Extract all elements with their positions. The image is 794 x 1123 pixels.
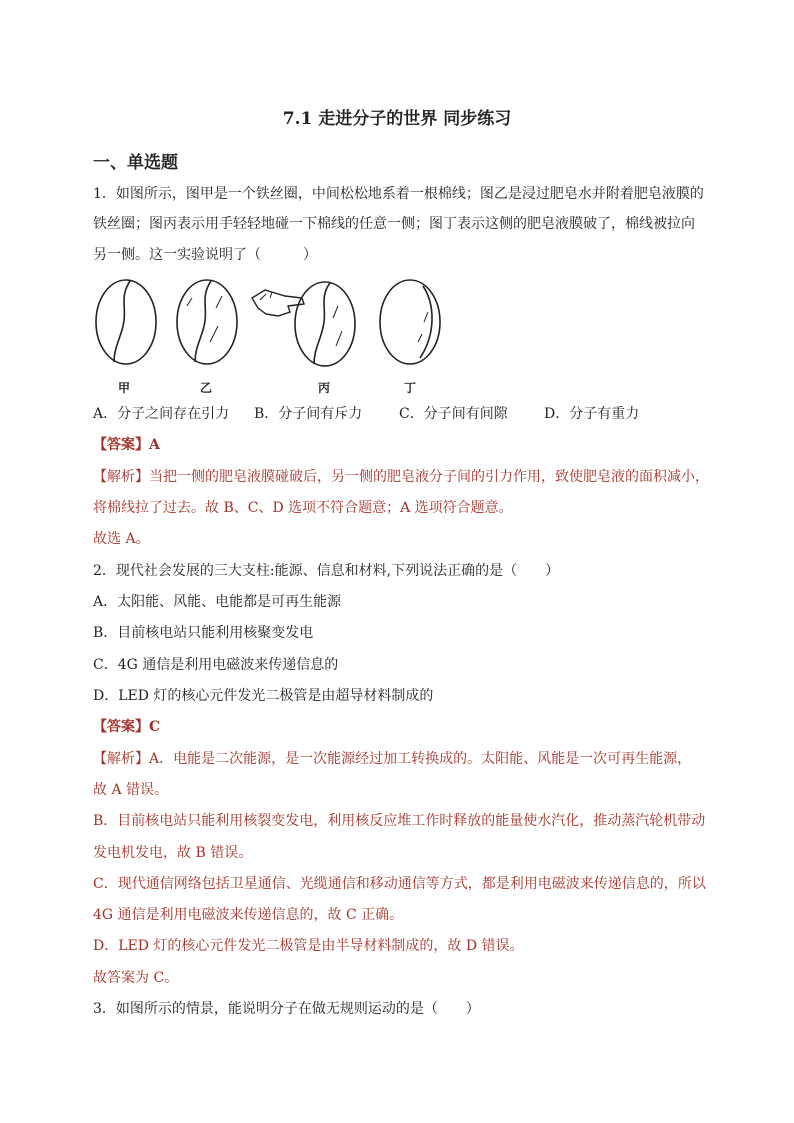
thread-ding (420, 286, 432, 358)
caption-yi: 乙 (200, 381, 213, 395)
q2-stem: 2．现代社会发展的三大支柱:能源、信息和材料,下列说法正确的是（ ） (93, 563, 560, 579)
q2-analysis-line6: 4G 通信是利用电磁波来传递信息的，故 C 正确。 (93, 907, 404, 923)
caption-bing: 丙 (318, 381, 331, 395)
q1-analysis-line2: 将棉线拉了过去。故 B、C、D 选项不符合题意；A 选项符合题意。 (93, 500, 513, 516)
q1-option-d: D．分子有重力 (544, 406, 640, 422)
thread-jia (114, 281, 130, 362)
q1-stem-line1: 1．如图所示，图甲是一个铁丝圈，中间松松地系着一根棉线；图乙是浸过肥皂水并附着肥皂液膜的 (93, 186, 704, 202)
ring-jia (96, 280, 156, 364)
q2-conclusion: 故答案为 C。 (93, 970, 179, 986)
q1-stem-line3: 另一侧。这一实验说明了（ ） (93, 247, 317, 263)
q2-answer: 【答案】C (93, 719, 161, 735)
thread-bing (314, 283, 330, 364)
caption-ding: 丁 (404, 381, 417, 395)
q1-figure (90, 276, 450, 398)
q2-analysis-line1: 【解析】A．电能是二次能源，是一次能源经过加工转换成的。太阳能、风能是一次可再生能源， (93, 751, 692, 767)
thread-yi (195, 281, 211, 362)
q1-answer: 【答案】A (93, 437, 160, 453)
page-title: 7.1 走进分子的世界 同步练习 (282, 109, 512, 129)
q2-analysis-line4: 发电机发电，故 B 错误。 (93, 845, 253, 861)
q2-option-b: B．目前核电站只能利用核聚变发电 (93, 625, 314, 641)
q1-option-a: A．分子之间存在引力 (93, 406, 230, 422)
q3-stem: 3．如图所示的情景，能说明分子在做无规则运动的是（ ） (93, 1001, 480, 1017)
q1-analysis-line1: 【解析】当把一侧的肥皂液膜碰破后，另一侧的肥皂液分子间的引力作用，致使肥皂液的面积减小， (93, 469, 709, 485)
q2-option-d: D．LED 灯的核心元件发光二极管是由超导材料制成的 (93, 688, 434, 704)
section-heading: 一、单选题 (93, 153, 178, 173)
q2-option-c: C．4G 通信是利用电磁波来传递信息的 (93, 657, 339, 673)
ring-ding (380, 280, 440, 364)
caption-jia: 甲 (118, 381, 131, 395)
film-lines-bing (333, 306, 342, 346)
q2-analysis-line2: 故 A 错误。 (93, 782, 169, 798)
ring-yi (177, 280, 237, 364)
q1-option-b: B．分子间有斥力 (254, 406, 363, 422)
q1-option-c: C．分子间有间隙 (399, 406, 508, 422)
q2-option-a: A．太阳能、风能、电能都是可再生能源 (93, 594, 342, 610)
q1-options (93, 405, 639, 423)
q1-conclusion: 故选 A。 (93, 531, 150, 547)
q2-analysis-line7: D．LED 灯的核心元件发光二极管是由半导材料制成的，故 D 错误。 (93, 938, 524, 954)
hand-lines (260, 292, 272, 300)
q1-stem-line2: 铁丝圈；图丙表示用手轻轻地碰一下棉线的任意一侧；图丁表示这侧的肥皂液膜破了，棉线被拉向 (93, 216, 695, 232)
film-lines-ding (418, 312, 428, 342)
soap-film-rings-illustration (90, 276, 450, 398)
q2-analysis-line5: C．现代通信网络包括卫星通信、光缆通信和移动通信等方式，都是利用电磁波来传递信息的，所以 (93, 876, 706, 892)
q2-analysis-line3: B．目前核电站只能利用核裂变发电，利用核反应堆工作时释放的能量使水汽化，推动蒸汽轮机带动 (93, 813, 706, 829)
